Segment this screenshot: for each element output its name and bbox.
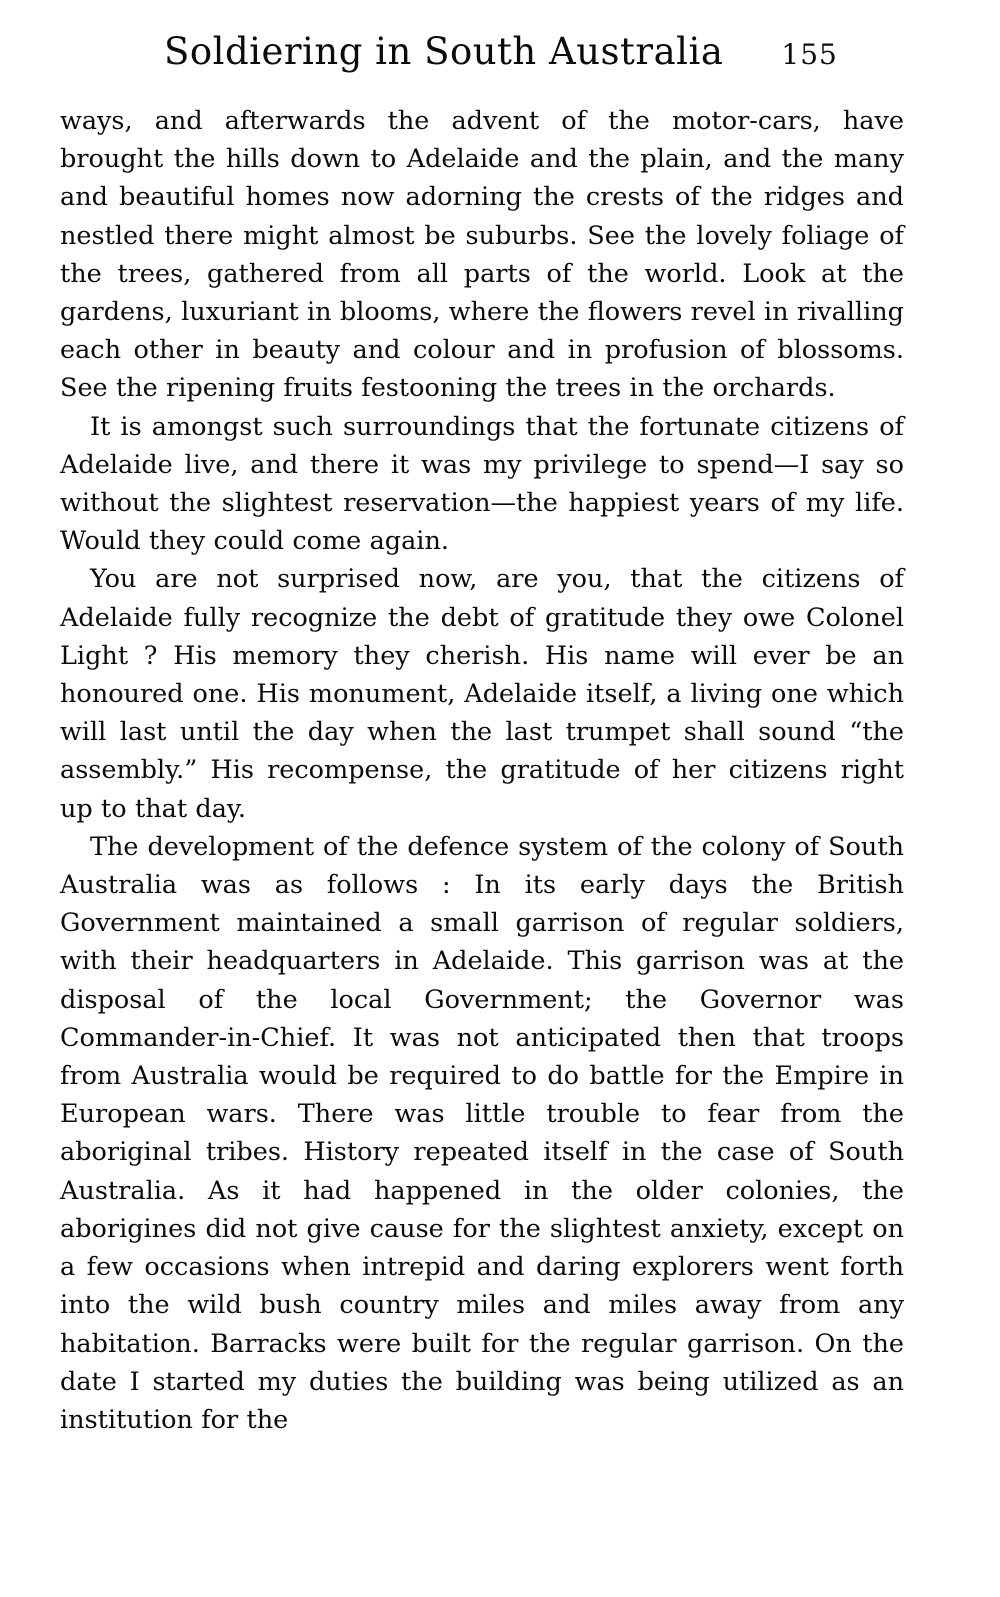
paragraph-2: It is amongst such surroundings that the fortunate citizens of Adelaide live, and there it was my privilege to spend—I say so without the slightest reservation—the happiest years of my life. Would they could come again. — [60, 411, 904, 557]
page-body — [60, 102, 904, 1439]
page-number: 155 — [781, 38, 838, 71]
paragraph-1: ways, and afterwards the advent of the motor-cars, have brought the hills down to Adelaide and the plain, and the many and beautiful homes now adorning the crests of the ridges and nestled there might almost be suburbs. See the lovely foliage of the trees, gathered from all parts of the world. Look at the gardens, luxuriant in blooms, where the flowers revel in rivalling each other in beauty and colour and in profusion of blossoms. See the ripening fruits festooning the trees in the orchards. — [60, 106, 904, 404]
paragraph-4: The development of the defence system of the colony of South Australia was as follows : In its early days the British Government maintained a small garrison of regular soldiers, with their headquarters in Adelaide. This garrison was at the disposal of the local Government; the Governor was Commander-in-Chief. It was not anticipated then that troops from Australia would be required to do battle for the Empire in European wars. There was little trouble to fear from the aboriginal tribes. History repeated itself in the case of South Australia. As it had happened in the older colonies, the aborigines did not give cause for the slightest anxiety, except on a few occasions when intrepid and daring explorers went forth into the wild bush country miles and miles away from any habitation. Barracks were built for the regular garrison. On the date I started my duties the building was being utilized as an institution for the — [60, 831, 904, 1435]
paragraph-3: You are not surprised now, are you, that the citizens of Adelaide fully recognize the debt of gratitude they owe Colonel Light ? His memory they cherish. His name will ever be an honoured one. His monument, Adelaide itself, a living one which will last until the day when the last trumpet shall sound “the assembly.” His recompense, the gratitude of her citizens right up to that day. — [60, 564, 904, 824]
page-title: Soldiering in South Australia — [164, 30, 724, 73]
page-header — [60, 30, 904, 102]
